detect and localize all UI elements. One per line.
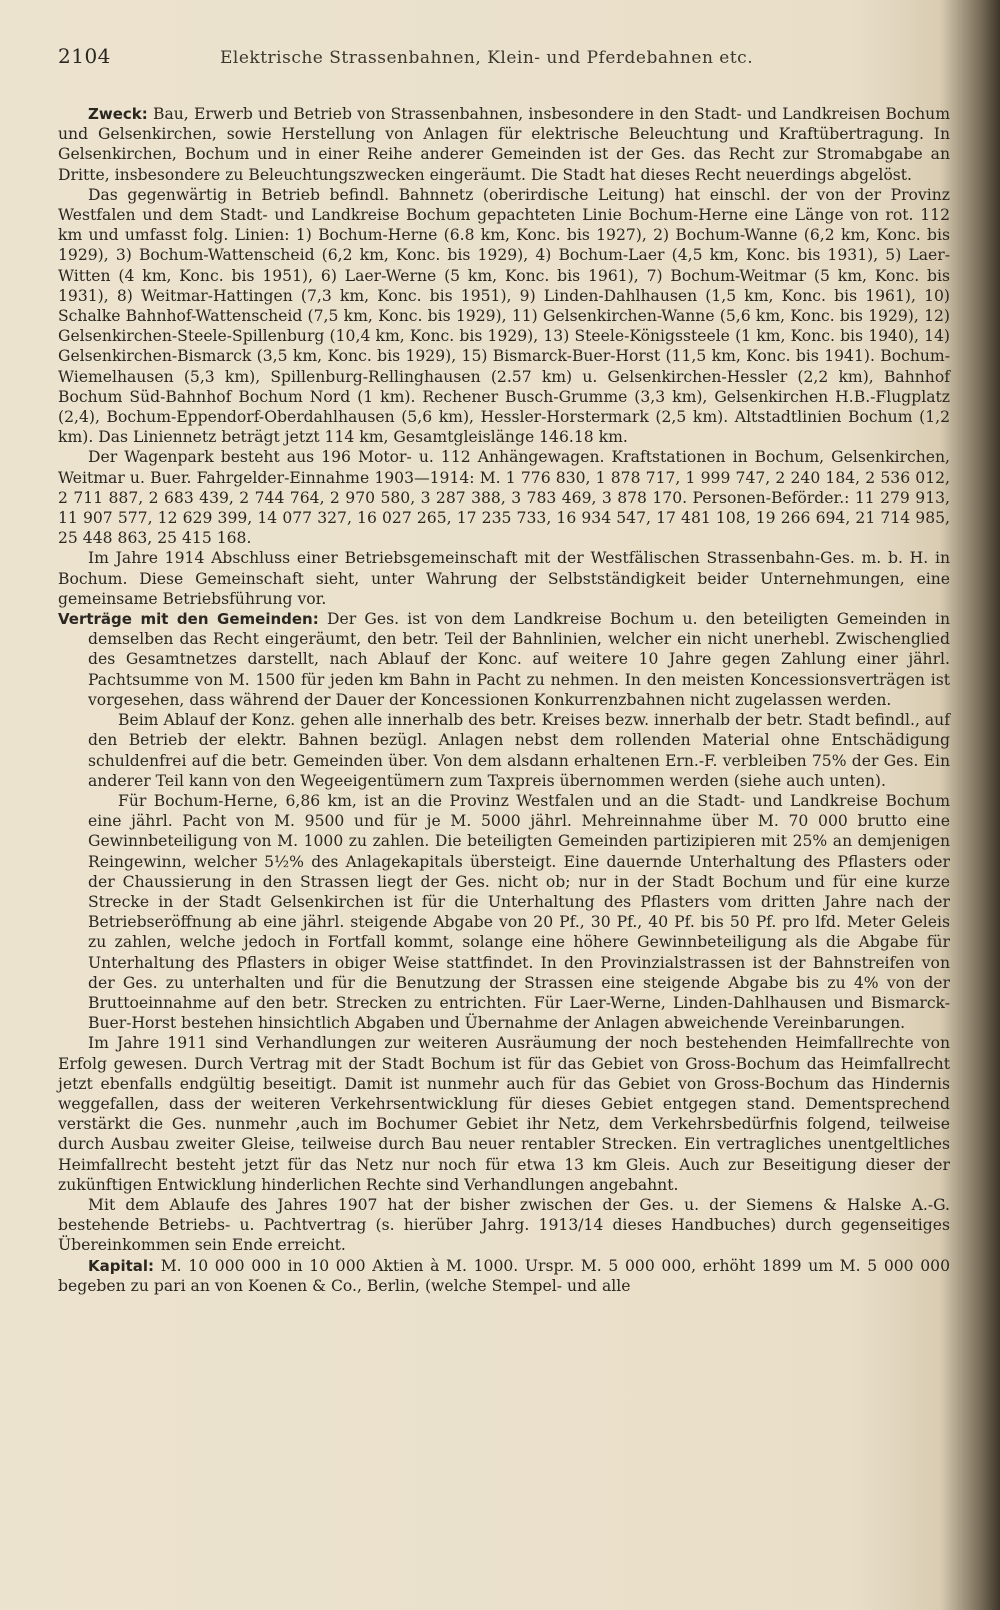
paragraph-ablauf: Beim Ablauf der Konz. gehen alle innerhalb des betr. Kreises bezw. innerhalb der betr. Stadt befindl., auf den Betrieb der elektr. Bahnen bezügl. Anlagen nebst dem rollenden Material ohne Entschädigung schuldenfrei auf die betr. Gemeinden über. Von dem alsdann erhaltenen Ern.-F. verbleiben 75% der Ges. Ein anderer Teil kann von den Wegeeigentümern zum Taxpreis übernommen werden (siehe auch unten). [88,711,950,790]
page-header [58,44,950,84]
section-lead-kapital: Kapital: [88,1256,155,1275]
paragraph-jahr1907: Mit dem Ablaufe des Jahres 1907 hat der bisher zwischen der Ges. u. der Siemens & Halske A.-G. bestehende Betriebs- u. Pachtvertrag (s. hierüber Jahrg. 1913/14 dieses Handbuches) durch gegenseitiges Übereinkommen sein Ende erreicht. [58,1195,950,1255]
page-content [58,44,950,1296]
paragraph-bahnnetz: Das gegenwärtig in Betrieb befindl. Bahnnetz (oberirdische Leitung) hat einschl. der von der Provinz Westfalen und dem Stadt- und Landkreise Bochum gepachteten Linie Bochum-Herne eine Länge von rot. 112 km und umfasst folg. Linien: 1) Bochum-Herne (6.8 km, Konc. bis 1927), 2) Bochum-Wanne (6,2 km, Konc. bis 1929), 3) Bochum-Wattenscheid (6,2 km, Konc. bis 1929), 4) Bochum-Laer (4,5 km, Konc. bis 1931), 5) Laer-Witten (4 km, Konc. bis 1951), 6) Laer-Werne (5 km, Konc. bis 1961), 7) Bochum-Weitmar (5 km, Konc. bis 1931), 8) Weitmar-Hattingen (7,3 km, Konc. bis 1951), 9) Linden-Dahlhausen (1,5 km, Konc. bis 1961), 10) Schalke Bahnhof-Wattenscheid (7,5 km, Konc. bis 1929), 11) Gelsenkirchen-Wanne (5,6 km, Konc. bis 1929), 12) Gelsenkirchen-Steele-Spillenburg (10,4 km, Konc. bis 1929), 13) Steele-Königssteele (1 km, Konc. bis 1940), 14) Gelsenkirchen-Bismarck (3,5 km, Konc. bis 1929), 15) Bismarck-Buer-Horst (11,5 km, Konc. bis 1941). Bochum-Wiemelhausen (5,3 km), Spillenburg-Rellinghausen (2.57 km) u. Gelsenkirchen-Hessler (2,2 km), Bahnhof Bochum Süd-Bahnhof Bochum Nord (1 km). Rechener Busch-Grumme (3,3 km), Gelsenkirchen H.B.-Flugplatz (2,4), Bochum-Eppendorf-Oberdahlhausen (5,6 km), Hessler-Horstermark (2,5 km). Altstadtlinien Bochum (1,2 km). Das Liniennetz beträgt jetzt 114 km, Gesamtgleislänge 146.18 km. [58,185,950,447]
paragraph-text: M. 10 000 000 in 10 000 Aktien à M. 1000. Urspr. M. 5 000 000, erhöht 1899 um M. 5 000 000 begeben zu pari an von Koenen & Co., Berlin, (welche Stempel- und alle [58,1256,950,1295]
paragraph-wagenpark: Der Wagenpark besteht aus 196 Motor- u. 112 Anhängewagen. Kraftstationen in Bochum, Gelsenkirchen, Weitmar u. Buer. Fahrgelder-Einnahme 1903—1914: M. 1 776 830, 1 878 717, 1 999 747, 2 240 184, 2 536 012, 2 711 887, 2 683 439, 2 744 764, 2 970 580, 3 287 388, 3 783 469, 3 878 170. Personen-Beförder.: 11 279 913, 11 907 577, 12 629 399, 14 077 327, 16 027 265, 17 235 733, 16 934 547, 17 481 108, 19 266 694, 21 714 985, 25 448 863, 25 415 168. [58,448,950,548]
paragraph-gemeinschaft: Im Jahre 1914 Abschluss einer Betriebsgemeinschaft mit der Westfälischen Strassenbahn-Ges. m. b. H. in Bochum. Diese Gemeinschaft sieht, unter Wahrung der Selbstständigkeit beider Unternehmungen, eine gemeinsame Betriebsführung vor. [58,549,950,608]
paragraph-kapital [58,1256,950,1296]
running-title: Elektrische Strassenbahnen, Klein- und Pferdebahnen etc. [220,48,754,68]
section-lead-vertraege: Verträge mit den Gemeinden: [58,610,319,629]
paragraph-vertraege [58,609,950,710]
paragraph-zweck [58,104,950,185]
section-lead-zweck: Zweck: [88,105,148,123]
body-text [58,104,950,1296]
paragraph-jahr1911: Im Jahre 1911 sind Verhandlungen zur weiteren Ausräumung der noch bestehenden Heimfallrechte von Erfolg gewesen. Durch Vertrag mit der Stadt Bochum ist für das Gebiet von Gross-Bochum das Heimfallrecht jetzt ebenfalls endgültig beseitigt. Damit ist nunmehr auch für das Gebiet von Gross-Bochum das Hindernis weggefallen, dass der weiteren Verkehrsentwicklung für dieses Gebiet entgegen stand. Dementsprechend verstärkt die Ges. nunmehr ,auch im Bochumer Gebiet ihr Netz, dem Verkehrsbedürfnis folgend, teilweise durch Ausbau zweiter Gleise, teilweise durch Bau neuer rentabler Strecken. Ein vertragliches unentgeltliches Heimfallrecht besteht jetzt für das Netz nur noch für etwa 13 km Gleis. Auch zur Beseitigung dieser der zukünftigen Entwicklung hinderlichen Rechte sind Verhandlungen angebahnt. [58,1034,950,1194]
paragraph-text: Bau, Erwerb und Betrieb von Strassenbahnen, insbesondere in den Stadt- und Landkreisen Bochum und Gelsenkirchen, sowie Herstellung von Anlagen für elektrische Beleuchtung und Kraftübertragung. In Gelsenkirchen, Bochum und in einer Reihe anderer Gemeinden ist der Ges. das Recht zur Stromabgabe an Dritte, insbesondere zu Beleuchtungszwecken eingeräumt. Die Stadt hat dieses Recht neuerdings abgelöst. [58,105,950,184]
paragraph-text: Der Ges. ist von dem Landkreise Bochum u. den beteiligten Gemeinden in demselben das Recht eingeräumt, den betr. Teil der Bahnlinien, welcher ein nicht unerhebl. Zwischenglied des Gesamtnetzes darstellt, nach Ablauf der Konc. auf weitere 10 Jahre gegen Zahlung einer jährl. Pachtsumme von M. 1500 für jeden km Bahn in Pacht zu nehmen. In den meisten Koncessionsverträgen ist vorgesehen, dass während der Dauer der Koncessionen Konkurrenzbahnen nicht zugelassen werden. [88,610,950,709]
paragraph-herne: Für Bochum-Herne, 6,86 km, ist an die Provinz Westfalen und an die Stadt- und Landkreise Bochum eine jährl. Pacht von M. 9500 und für je M. 5000 jährl. Mehreinnahme über M. 70 000 brutto eine Gewinnbeteiligung von M. 1000 zu zahlen. Die beteiligten Gemeinden partizipieren mit 25% an demjenigen Reingewinn, welcher 5½% des Anlagekapitals übersteigt. Eine dauernde Unterhaltung des Pflasters oder der Chaussierung in den Strassen liegt der Ges. nicht ob; nur in der Stadt Bochum und für eine kurze Strecke in der Stadt Gelsenkirchen ist für die Unterhaltung des Pflasters vom dritten Jahre nach der Betriebseröffnung ab eine jährl. steigende Abgabe von 20 Pf., 30 Pf., 40 Pf. bis 50 Pf. pro lfd. Meter Geleis zu zahlen, welche jedoch in Fortfall kommt, solange eine höhere Gewinnbeteiligung als die Abgabe für Unterhaltung des Pflasters in obiger Weise stattfindet. In den Provinzialstrassen ist der Bahnstreifen von der Ges. zu unterhalten und für die Benutzung der Strassen eine steigende Abgabe bis zu 4% von der Bruttoeinnahme auf den betr. Strecken zu entrichten. Für Laer-Werne, Linden-Dahlhausen und Bismarck-Buer-Horst bestehen hinsichtlich Abgaben und Übernahme der Anlagen abweichende Vereinbarungen. [88,791,950,1033]
page-number: 2104 [58,44,111,68]
